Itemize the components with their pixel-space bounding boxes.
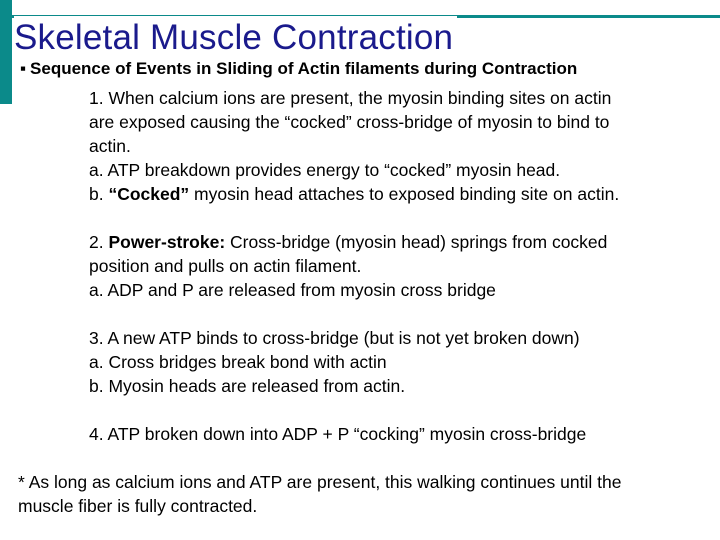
step-1-line-2: are exposed causing the “cocked” cross-bridge of myosin to bind to [89, 112, 610, 132]
accent-bar [0, 0, 12, 104]
footnote [18, 470, 718, 518]
step-2-a: a. ADP and P are released from myosin cross bridge [89, 280, 496, 300]
step-2-line-2: position and pulls on actin filament. [89, 256, 362, 276]
step-1-b-rest: myosin head attaches to exposed binding site on actin. [189, 184, 620, 204]
page-title: Skeletal Muscle Contraction [14, 16, 457, 60]
step-2-rest: Cross-bridge (myosin head) springs from cocked [225, 232, 608, 252]
steps-body [89, 86, 711, 446]
step-2-prefix: 2. [89, 232, 109, 252]
step-1-b [89, 182, 711, 206]
step-3: 3. A new ATP binds to cross-bridge (but is not yet broken down) [89, 328, 580, 348]
subheading-text: Sequence of Events in Sliding of Actin filaments during Contraction [30, 59, 578, 78]
step-1-b-bold: “Cocked” [108, 184, 190, 204]
step-2-bold: Power-stroke: [108, 232, 226, 252]
step-4: 4. ATP broken down into ADP + P “cocking” myosin cross-bridge [89, 424, 587, 444]
footnote-line-1: * As long as calcium ions and ATP are present, this walking continues until the [18, 472, 622, 492]
step-1-a: a. ATP breakdown provides energy to “cocked” myosin head. [89, 160, 561, 180]
subheading [20, 58, 577, 80]
square-bullet-icon: ▪ [20, 59, 27, 78]
step-1-line-1: 1. When calcium ions are present, the myosin binding sites on actin [89, 88, 612, 108]
step-2-line-1 [89, 230, 711, 254]
step-3-a: a. Cross bridges break bond with actin [89, 352, 387, 372]
step-1-line-3: actin. [89, 136, 131, 156]
footnote-line-2: muscle fiber is fully contracted. [18, 496, 258, 516]
step-3-b: b. Myosin heads are released from actin. [89, 376, 406, 396]
step-1-b-prefix: b. [89, 184, 109, 204]
